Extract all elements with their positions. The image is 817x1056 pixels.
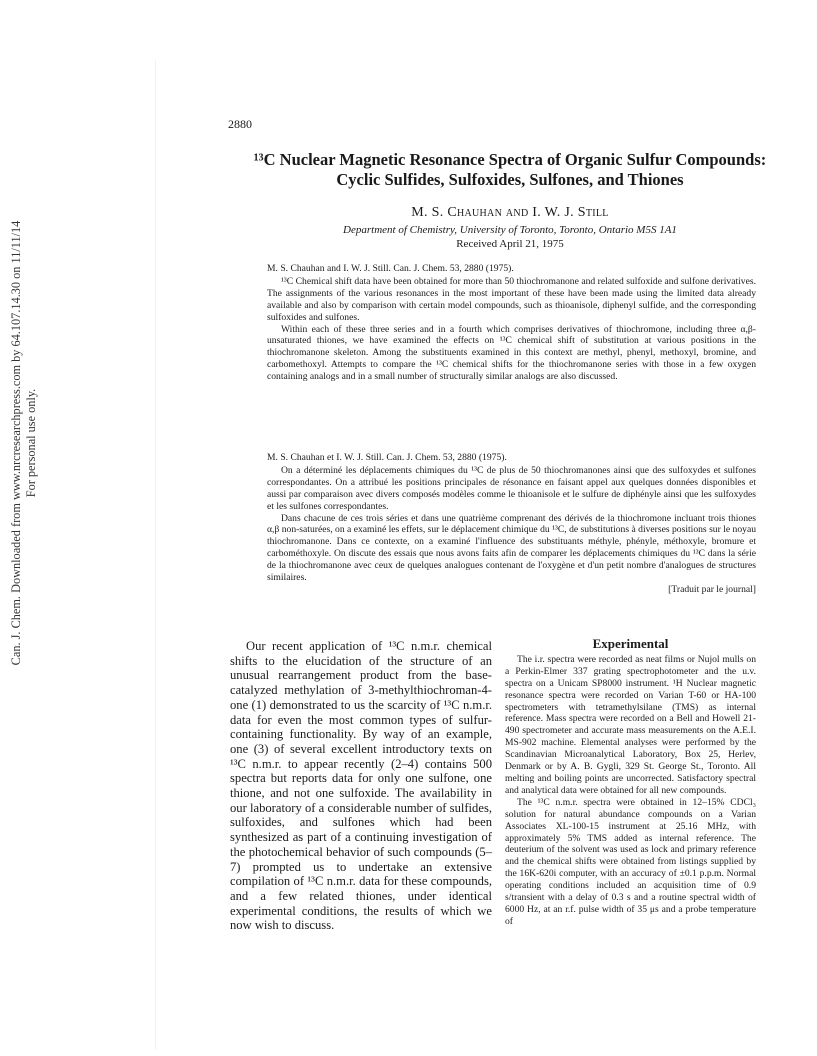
experimental-column (505, 638, 756, 928)
authors: M. S. Chauhan and I. W. J. Still (411, 205, 609, 220)
abstract-paragraph: Within each of these three series and in a fourth which comprises derivatives of thiochromone, including three α,β-unsaturated thiones, we have examined the effects on ¹³C chemical shift of substitution at various positions in the thiochromanone skeleton. Among the substituents examined in this context are methyl, phenyl, methoxyl, bromine, and carbomethoxyl. Attempts to compare the ¹³C chemical shifts for the thiochromanone series with those in a few oxygen containing analogs and in a small number of structurally similar analogs are also discussed. (267, 323, 756, 383)
page-edge-rule (155, 60, 156, 1050)
introduction-paragraph: Our recent application of ¹³C n.m.r. chemical shifts to the elucidation of the structure of an unusual rearrangement product from the base-catalyzed methylation of 3-methylthiochroman-4-one (1) demonstrated to us the scarcity of ¹³C n.m.r. data for even the most common types of sulfur-containing functionality. By way of an example, one (3) of several excellent introductory texts on ¹³C n.m.r. to appear recently (2–4) contains 500 spectra but reports data for only one sulfone, one thione, and not one sulfoxide. The availability in our laboratory of a considerable number of sulfides, sulfoxides, and sulfones which had been synthesized as part of a continuing investigation of the photochemical behavior of such compounds (5–7) prompted us to undertake an extensive compilation of ¹³C n.m.r. data for these compounds, and a few related thiones, under identical experimental conditions, the results of which we now wish to discuss. (230, 639, 492, 933)
abstract-french (267, 452, 756, 596)
download-notice-line1: Can. J. Chem. Downloaded from www.nrcresearchpress.com by 64.107.14.30 on 11/11/14 (9, 220, 23, 666)
title-line-2: Cyclic Sulfides, Sulfoxides, Sulfones, and Thiones (336, 170, 684, 189)
download-notice (9, 213, 43, 673)
abstract-english (267, 263, 756, 383)
translator-note: [Traduit par le journal] (668, 583, 756, 595)
abstract-paragraph: ¹³C Chemical shift data have been obtained for more than 50 thiochromanone and related sulfoxide and sulfone derivatives. The assignments of the various resonances in the most important of these have been made using the limited data already available and also by comparison with certain model compounds, such as thioanisole, diphenyl sulfide, and the corresponding sulfoxides and sulfones. (267, 275, 756, 323)
resume-paragraph: Dans chacune de ces trois séries et dans une quatrième comprenant des dérivés de la thiochromone incluant trois thiones α,β non-saturées, on a examiné les effets, sur le déplacement chimique du ¹³C, de substitutions à diverses positions sur le noyau thiochromanone. Dans ce contexte, on a examiné l'influence des substituants méthyle, phényle, méthoxyle, bromure et carbométhoxyle. On discute des essais que nous avons faits afin de comparer les déplacements chimiques du ¹³C dans la série de la thiochromanone avec ceux de quelques analogues contenant de l'oxygène et d'un petit nombre d'analogues de structures similaires. (267, 512, 756, 584)
article-title (230, 150, 790, 190)
experimental-paragraph: The ¹³C n.m.r. spectra were obtained in 12–15% CDCl₃ solution for natural abundance compounds on a Varian Associates XL-100-15 instrument at 25.16 MHz, with approximately 5% TMS added as internal reference. The deuterium of the solvent was used as lock and primary reference and the chemical shifts were obtained from listings supplied by the 16K-620i computer, with an accuracy of ±0.1 p.p.m. Normal operating conditions included an acquisition time of 0.9 s/transient with a delay of 0.3 s and a routine spectral width of 6000 Hz, at an r.f. pulse width of 35 μs and a probe temperature of (505, 796, 756, 927)
experimental-paragraph: The i.r. spectra were recorded as neat films or Nujol mulls on a Perkin-Elmer 337 grating spectrophotometer and the u.v. spectra on a Unicam SP8000 instrument. ¹H Nuclear magnetic resonance spectra were recorded on Varian T-60 or HA-100 spectrometers with tetramethylsilane (TMS) as internal reference. Mass spectra were recorded on a Bell and Howell 21-490 spectrometer and accurate mass measurements on the A.E.I. MS-902 machine. Elemental analyses were performed by the Scandinavian Microanalytical Laboratory, Box 25, Herlev, Denmark or by A. B. Gygli, 329 St. George St., Toronto. All melting and boiling points are uncorrected. Satisfactory spectral and analytical data were obtained for all new compounds. (505, 653, 756, 796)
abstract-citation: M. S. Chauhan and I. W. J. Still. Can. J. Chem. 53, 2880 (1975). (267, 263, 514, 274)
received-date: Received April 21, 1975 (456, 238, 564, 250)
page-number: 2880 (228, 117, 252, 131)
download-notice-line2: For personal use only. (24, 388, 38, 498)
introduction-column (230, 639, 492, 933)
resume-paragraph: On a déterminé les déplacements chimiques du ¹³C de plus de 50 thiochromanones ainsi que des sulfoxydes et sulfones correspondantes. On a attribué les positions principales de résonance en faisant appel aux quelques données disponibles et aussi par comparaison avec divers composés modèles comme le thioanisole et le sulfure de diphényle ainsi que les sulfoxydes et les sulfones correspondantes. (267, 464, 756, 512)
affiliation: Department of Chemistry, University of Toronto, Toronto, Ontario M5S 1A1 (343, 224, 677, 236)
experimental-heading: Experimental (592, 636, 669, 651)
title-line-1: ¹³C Nuclear Magnetic Resonance Spectra of Organic Sulfur Compounds: (253, 150, 767, 169)
resume-citation: M. S. Chauhan et I. W. J. Still. Can. J. Chem. 53, 2880 (1975). (267, 452, 507, 463)
